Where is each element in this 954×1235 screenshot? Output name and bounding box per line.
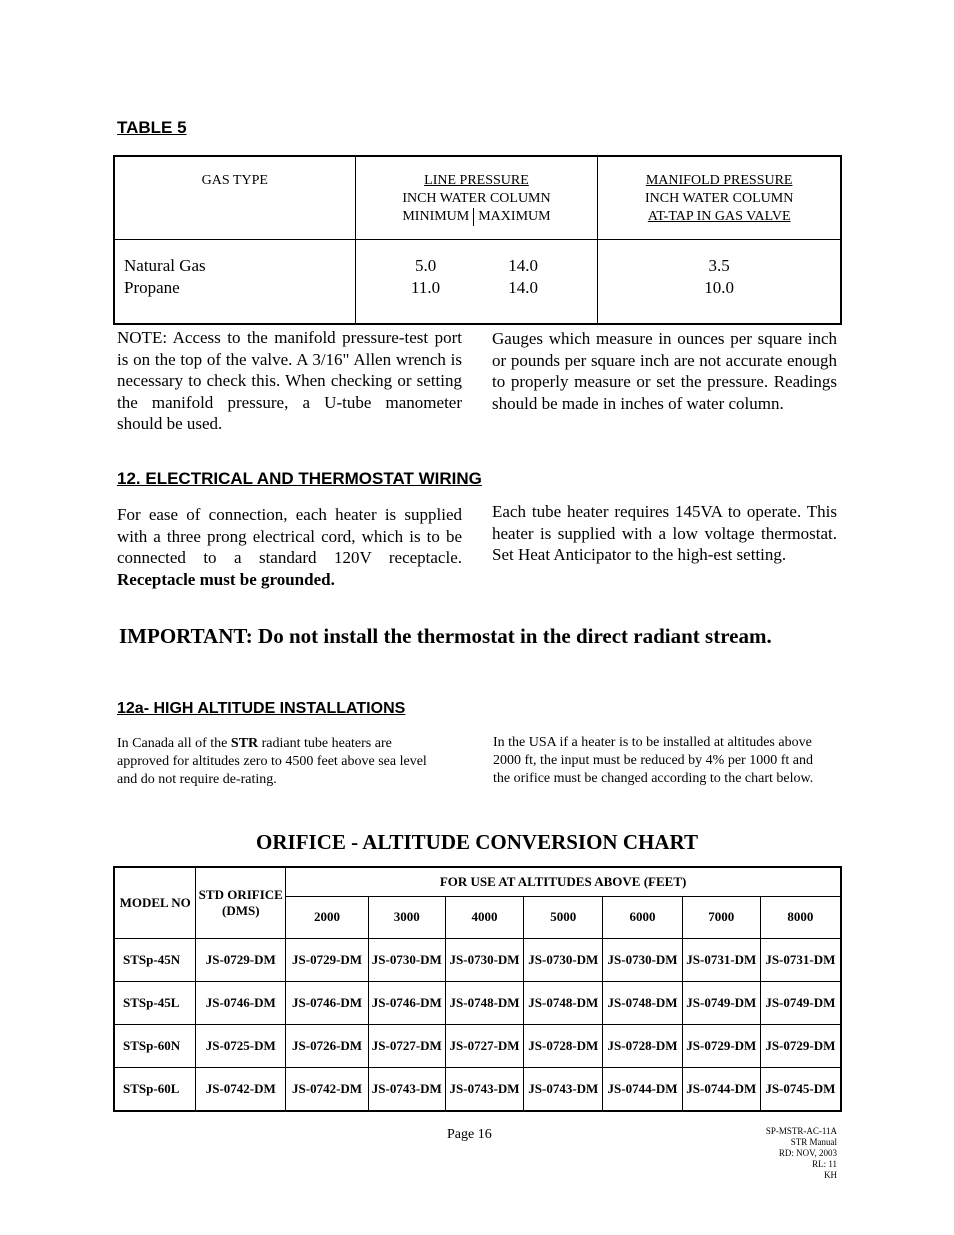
model-cell: STSp-60N — [114, 1024, 196, 1067]
canada-text-pre: In Canada all of the — [117, 736, 231, 751]
table5-header-row — [114, 156, 841, 240]
line-pressure-label: LINE PRESSURE — [424, 173, 529, 188]
orifice-value-cell: JS-0743-DM — [445, 1067, 524, 1111]
table5 — [113, 155, 842, 325]
table5-line-pressure-header — [355, 156, 598, 240]
min-natural: 5.0 — [414, 256, 437, 275]
orifice-row — [114, 981, 841, 1024]
doc-ref-line: RL: 11 — [812, 1159, 837, 1169]
orifice-value-cell: JS-0730-DM — [368, 938, 445, 981]
table5-manifold-pressure-header — [598, 156, 841, 240]
minimum-label: MINIMUM — [402, 209, 470, 224]
orifice-value-cell: JS-0729-DM — [682, 1024, 760, 1067]
altitude-7000: 7000 — [682, 896, 760, 938]
section12a-right: In the USA if a heater is to be installed at altitudes above 2000 ft, the input must be reduced by 4% per 1000 ft and the orifice must be changed according to the chart below. — [493, 735, 814, 786]
manifold-tap-label: AT-TAP IN GAS VALVE — [647, 209, 791, 224]
orifice-row — [114, 938, 841, 981]
std-orifice-cell: JS-0729-DM — [196, 938, 286, 981]
orifice-value-cell: JS-0727-DM — [368, 1024, 445, 1067]
gas-propane: Propane — [124, 277, 180, 297]
std-orifice-cell: JS-0746-DM — [196, 981, 286, 1024]
doc-ref-line: STR Manual — [790, 1137, 837, 1147]
doc-ref-line: SP-MSTR-AC-11A — [765, 1126, 837, 1136]
orifice-value-cell: JS-0744-DM — [603, 1067, 683, 1111]
str-label: STR — [230, 736, 259, 751]
table5-gas-cell — [114, 240, 355, 325]
max-natural: 14.0 — [508, 256, 538, 275]
max-propane: 14.0 — [508, 277, 538, 297]
orifice-value-cell: JS-0745-DM — [760, 1067, 841, 1111]
orifice-value-cell: JS-0727-DM — [445, 1024, 524, 1067]
model-cell: STSp-45L — [114, 981, 196, 1024]
section12-right: Each tube heater requires 145VA to operate. This heater is supplied with a low voltage thermostat. Set Heat Anticipator to the high-est setting. — [492, 502, 837, 564]
manifold-pressure-label: MANIFOLD PRESSURE — [645, 173, 793, 188]
line-pressure-unit: INCH WATER COLUMN — [402, 191, 551, 206]
orifice-value-cell: JS-0746-DM — [286, 981, 369, 1024]
altitude-3000: 3000 — [368, 896, 445, 938]
orifice-value-cell: JS-0749-DM — [760, 981, 841, 1024]
orifice-value-cell: JS-0729-DM — [760, 1024, 841, 1067]
orifice-value-cell: JS-0748-DM — [445, 981, 524, 1024]
orifice-value-cell: JS-0730-DM — [524, 938, 603, 981]
orifice-value-cell: JS-0742-DM — [286, 1067, 369, 1111]
orifice-value-cell: JS-0744-DM — [682, 1067, 760, 1111]
table5-gas-type-header — [114, 156, 355, 240]
table5-data-row — [114, 240, 841, 325]
orifice-value-cell: JS-0731-DM — [760, 938, 841, 981]
orifice-value-cell: JS-0730-DM — [603, 938, 683, 981]
model-cell: STSp-60L — [114, 1067, 196, 1111]
page-number: Page 16 — [447, 1127, 492, 1142]
std-orifice-cell: JS-0742-DM — [196, 1067, 286, 1111]
model-cell: STSp-45N — [114, 938, 196, 981]
doc-ref-line: KH — [824, 1170, 837, 1180]
model-no-header: MODEL NO — [114, 867, 196, 938]
altitude-header: FOR USE AT ALTITUDES ABOVE (FEET) — [286, 867, 841, 896]
section12-left — [117, 504, 462, 590]
orifice-value-cell: JS-0731-DM — [682, 938, 760, 981]
grounded-warning: Receptacle must be grounded. — [117, 569, 335, 589]
altitude-8000: 8000 — [760, 896, 841, 938]
manifold-natural: 3.5 — [708, 256, 730, 275]
manifold-propane: 10.0 — [704, 277, 735, 297]
gas-natural: Natural Gas — [124, 256, 206, 275]
section12-left-text: For ease of connection, each heater is supplied with a three prong electrical cord, which is to be connected to a standard 120V receptacle. — [117, 505, 462, 567]
orifice-value-cell: JS-0748-DM — [603, 981, 683, 1024]
std-orifice-cell: JS-0725-DM — [196, 1024, 286, 1067]
altitude-2000: 2000 — [286, 896, 369, 938]
orifice-value-cell: JS-0730-DM — [445, 938, 524, 981]
orifice-value-cell: JS-0726-DM — [286, 1024, 369, 1067]
maximum-label: MAXIMUM — [473, 208, 550, 226]
doc-ref-line: RD: NOV, 2003 — [778, 1148, 837, 1158]
section12-title: 12. ELECTRICAL AND THERMOSTAT WIRING — [117, 469, 482, 488]
orifice-value-cell: JS-0743-DM — [524, 1067, 603, 1111]
table5-manifold-cell — [598, 240, 841, 325]
section12a-left — [117, 735, 437, 789]
canada-text-post: radiant tube heaters are approved for altitudes zero to 4500 feet above sea level and do not require de-rating. — [117, 736, 427, 787]
orifice-header-row-1 — [114, 867, 841, 896]
orifice-row — [114, 1024, 841, 1067]
orifice-value-cell: JS-0729-DM — [286, 938, 369, 981]
gas-type-label: GAS TYPE — [201, 173, 268, 188]
table5-line-pressure-cell — [355, 240, 598, 325]
orifice-value-cell: JS-0748-DM — [524, 981, 603, 1024]
note-left: NOTE: Access to the manifold pressure-test port is on the top of the valve. A 3/16" Allen wrench is necessary to check this. When checking or setting the manifold pressure, a U-tube manometer should be used. — [117, 328, 462, 433]
table5-title: TABLE 5 — [117, 118, 187, 137]
section12a-title: 12a- HIGH ALTITUDE INSTALLATIONS — [117, 700, 406, 717]
min-propane: 11.0 — [411, 277, 441, 297]
orifice-value-cell: JS-0728-DM — [603, 1024, 683, 1067]
std-orifice-header: STD ORIFICE (DMS) — [196, 867, 286, 938]
orifice-value-cell: JS-0743-DM — [368, 1067, 445, 1111]
manifold-pressure-unit: INCH WATER COLUMN — [645, 191, 794, 206]
note-right: Gauges which measure in ounces per square inch or pounds per square inch are not accurate enough to properly measure or set the pressure. Readings should be made in inches of water column. — [492, 329, 837, 413]
orifice-value-cell: JS-0749-DM — [682, 981, 760, 1024]
altitude-6000: 6000 — [603, 896, 683, 938]
orifice-value-cell: JS-0728-DM — [524, 1024, 603, 1067]
orifice-chart-title: ORIFICE - ALTITUDE CONVERSION CHART — [256, 830, 698, 854]
orifice-row — [114, 1067, 841, 1111]
document-reference — [700, 1126, 837, 1181]
important-notice: IMPORTANT: Do not install the thermostat in the direct radiant stream. — [119, 624, 772, 648]
altitude-4000: 4000 — [445, 896, 524, 938]
orifice-table — [113, 866, 842, 1112]
orifice-value-cell: JS-0746-DM — [368, 981, 445, 1024]
altitude-5000: 5000 — [524, 896, 603, 938]
